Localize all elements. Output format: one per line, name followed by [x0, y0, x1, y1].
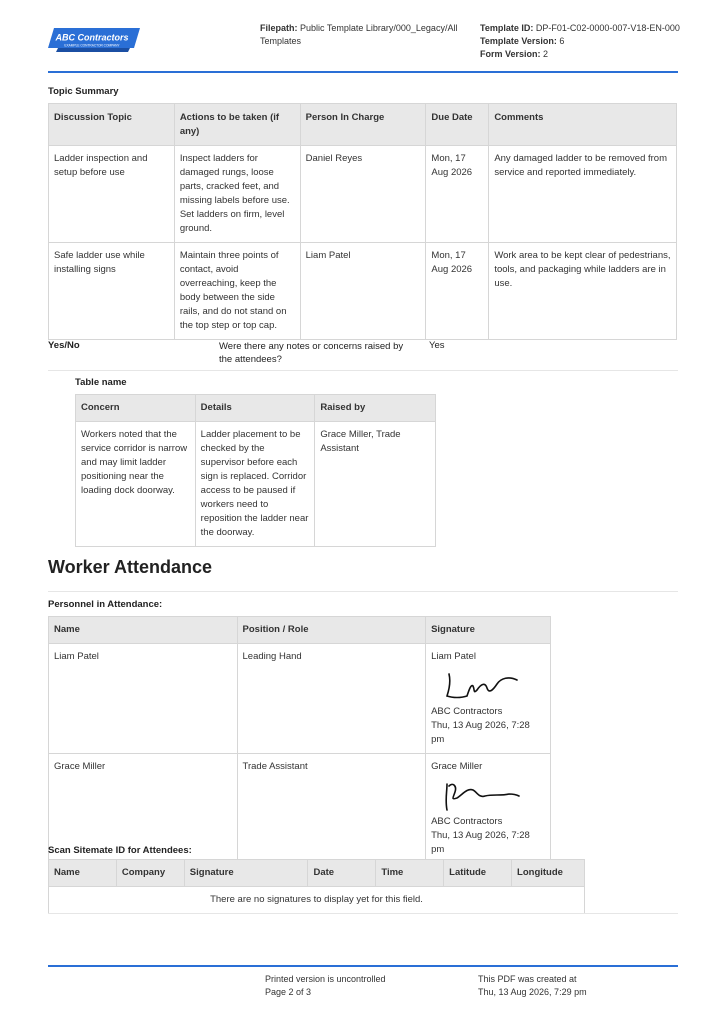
- filepath-value: Public Template Library/000_Legacy/All Templates: [260, 23, 458, 46]
- column-header: Name: [49, 617, 238, 644]
- table-cell: Mon, 17 Aug 2026: [426, 243, 489, 340]
- signature-cell: [426, 644, 551, 754]
- attendance-table: [48, 616, 551, 864]
- table-cell: Ladder placement to be checked by the supervisor before each sign is replaced. Corridor access to be paused if workers need to reposition the ladder near the doorway.: [195, 422, 315, 547]
- attendee-role: Trade Assistant: [237, 754, 426, 864]
- attendee-role: Leading Hand: [237, 644, 426, 754]
- template-id-value: DP-F01-C02-0000-007-V18-EN-000: [535, 23, 680, 33]
- attendee-name: Grace Miller: [49, 754, 238, 864]
- section-divider: [48, 913, 678, 914]
- column-header: Due Date: [426, 104, 489, 146]
- table-header-row: [49, 860, 585, 887]
- template-id-row: [480, 22, 690, 35]
- yes-no-question: Were there any notes or concerns raised by the attendees?: [219, 341, 404, 365]
- page-number: Page 2 of 3: [265, 987, 312, 997]
- table-cell: Safe ladder use while installing signs: [49, 243, 175, 340]
- column-header: Latitude: [444, 860, 512, 887]
- table-header-row: [76, 395, 436, 422]
- table-cell: Work area to be kept clear of pedestrians, tools, and packaging while ladders are in use.: [489, 243, 677, 340]
- column-header: Signature: [184, 860, 308, 887]
- sitemate-label: Scan Sitemate ID for Attendees:: [48, 845, 192, 856]
- yes-no-field: [48, 340, 678, 371]
- column-header: Longitude: [512, 860, 585, 887]
- page-footer: [48, 965, 678, 997]
- table-header-row: [49, 617, 551, 644]
- table-row: [49, 887, 585, 914]
- table-cell: Maintain three points of contact, avoid overreaching, keep the body between the side rails, and do not stand on the top step or top cap.: [174, 243, 300, 340]
- header-divider: [48, 71, 678, 73]
- table-cell: Grace Miller, Trade Assistant: [315, 422, 436, 547]
- empty-message: There are no signatures to display yet for this field.: [49, 887, 585, 914]
- column-header: Actions to be taken (if any): [174, 104, 300, 146]
- template-version-label: Template Version:: [480, 36, 557, 46]
- topic-summary-table: [48, 103, 677, 340]
- yes-no-label: Yes/No: [48, 340, 80, 351]
- footer-divider: [48, 965, 678, 967]
- table-row: [76, 422, 436, 547]
- column-header: Name: [49, 860, 117, 887]
- column-header: Comments: [489, 104, 677, 146]
- filepath-block: [260, 22, 470, 48]
- table-row: [49, 146, 677, 243]
- footer-printed: [265, 973, 386, 999]
- table-cell: Mon, 17 Aug 2026: [426, 146, 489, 243]
- table-cell: Ladder inspection and setup before use: [49, 146, 175, 243]
- sitemate-table: [48, 859, 585, 914]
- signature-company: ABC Contractors: [431, 816, 503, 827]
- signature-timestamp: Thu, 13 Aug 2026, 7:28 pm: [431, 720, 530, 745]
- concerns-table: [75, 394, 436, 547]
- yes-no-answer: Yes: [429, 340, 445, 351]
- signature-icon: [439, 668, 521, 702]
- signature-company: ABC Contractors: [431, 706, 503, 717]
- topic-summary-label: Topic Summary: [48, 86, 119, 97]
- table-cell: Daniel Reyes: [300, 146, 426, 243]
- column-header: Position / Role: [237, 617, 426, 644]
- table-cell: Any damaged ladder to be removed from service and reported immediately.: [489, 146, 677, 243]
- column-header: Person In Charge: [300, 104, 426, 146]
- column-header: Raised by: [315, 395, 436, 422]
- column-header: Time: [376, 860, 444, 887]
- attendee-name: Liam Patel: [49, 644, 238, 754]
- page-header: [48, 20, 678, 74]
- signature-name: Grace Miller: [431, 761, 483, 772]
- signature-timestamp: Thu, 13 Aug 2026, 7:28 pm: [431, 830, 530, 855]
- printed-notice: Printed version is uncontrolled: [265, 974, 386, 984]
- table-cell: Inspect ladders for damaged rungs, loose parts, cracked feet, and missing labels before use. Set ladders on firm, level ground.: [174, 146, 300, 243]
- template-version-value: 6: [559, 36, 565, 46]
- company-logo: [48, 26, 140, 52]
- column-header: Company: [116, 860, 184, 887]
- created-label: This PDF was created at: [478, 974, 577, 984]
- signature-icon: [439, 778, 521, 812]
- template-id-label: Template ID:: [480, 23, 534, 33]
- template-meta: [480, 22, 690, 61]
- column-header: Details: [195, 395, 315, 422]
- form-version-value: 2: [543, 49, 549, 59]
- logo-subtext: EXAMPLE CONTRACTOR COMPANY: [64, 43, 120, 48]
- personnel-label: Personnel in Attendance:: [48, 599, 163, 610]
- signature-name: Liam Patel: [431, 651, 476, 662]
- section-divider: [48, 591, 678, 592]
- filepath-label: Filepath:: [260, 23, 298, 33]
- table-cell: Liam Patel: [300, 243, 426, 340]
- signature-cell: [426, 754, 551, 864]
- table-cell: Workers noted that the service corridor is narrow and may limit ladder positioning near the loading dock doorway.: [76, 422, 196, 547]
- column-header: Date: [308, 860, 376, 887]
- created-timestamp: Thu, 13 Aug 2026, 7:29 pm: [478, 987, 587, 997]
- logo-text: ABC Contractors: [55, 32, 129, 43]
- footer-created: [478, 973, 587, 999]
- column-header: Discussion Topic: [49, 104, 175, 146]
- concerns-table-label: Table name: [75, 377, 127, 388]
- worker-attendance-heading: Worker Attendance: [48, 557, 213, 577]
- form-version-label: Form Version:: [480, 49, 541, 59]
- template-version-row: [480, 35, 690, 48]
- table-header-row: [49, 104, 677, 146]
- column-header: Signature: [426, 617, 551, 644]
- form-version-row: [480, 48, 690, 61]
- table-row: [49, 243, 677, 340]
- table-row: [49, 644, 551, 754]
- column-header: Concern: [76, 395, 196, 422]
